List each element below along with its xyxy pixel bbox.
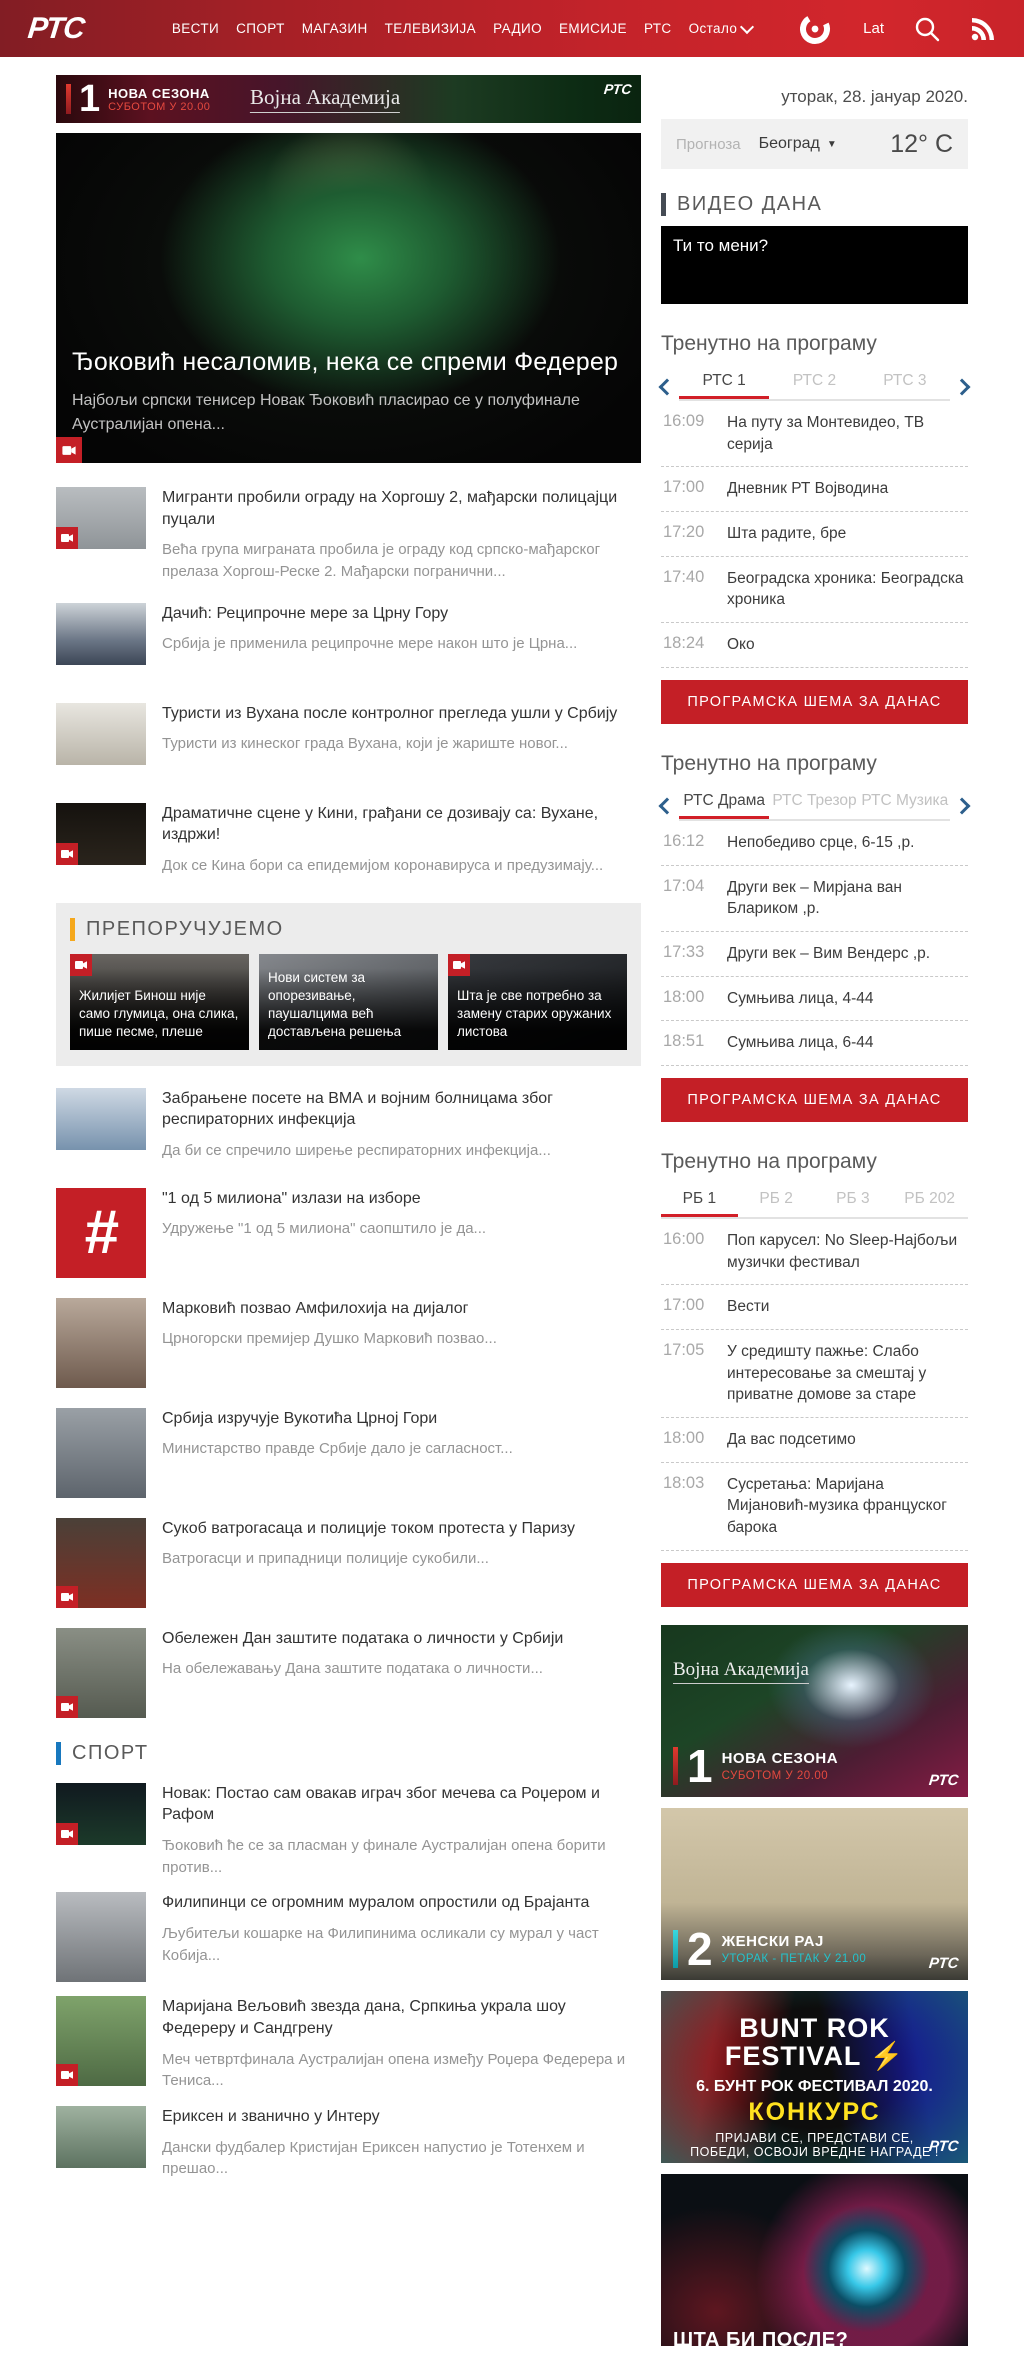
- show-time: 17:00: [663, 478, 705, 497]
- show-time: 17:40: [663, 567, 705, 586]
- article-excerpt: Док се Кина бори са епидемијом коронавируса и предузимају...: [162, 856, 604, 874]
- hero-article[interactable]: [56, 133, 641, 463]
- article-excerpt: Већа група миграната пробила је ограду код српско-мађарског прелаза Хоргош-Реске 2. Мађарски погранични...: [162, 541, 601, 580]
- channel-number: 1: [687, 1739, 713, 1792]
- show-title[interactable]: Непобедиво срце, 6-15 ,р.: [727, 833, 915, 851]
- rts-planeta-icon[interactable]: [797, 11, 833, 47]
- main-nav: [172, 21, 752, 36]
- article-excerpt: Министарство правде Србије дало је сагласност...: [162, 1440, 513, 1458]
- channel-number: 2: [687, 1922, 713, 1975]
- news-article[interactable]: [56, 1298, 641, 1388]
- rts-brand-mark: РТС: [927, 1771, 959, 1789]
- article-thumbnail[interactable]: [56, 1996, 146, 2086]
- sport-article[interactable]: [56, 1783, 641, 1879]
- schedule-row[interactable]: [661, 623, 968, 668]
- festival-subtitle: 6. БУНТ РОК ФЕСТИВАЛ 2020.: [696, 2077, 933, 2095]
- sport-article[interactable]: [56, 1996, 641, 2092]
- show-title[interactable]: Вести: [727, 1298, 770, 1316]
- main-header: [0, 0, 1024, 57]
- channel-accent-bar: [66, 84, 71, 114]
- tab-rts-drama[interactable]: РТС Драма: [679, 792, 769, 819]
- article-thumbnail[interactable]: [56, 1783, 146, 1845]
- show-time: 17:04: [663, 876, 705, 895]
- video-badge-icon: [56, 527, 78, 549]
- article-title[interactable]: Србија изручује Вукотића Црној Гори: [162, 1409, 438, 1427]
- tab-rts3[interactable]: РТС 3: [883, 372, 927, 389]
- video-badge-icon: [448, 954, 470, 976]
- news-article[interactable]: [56, 703, 641, 783]
- festival-title-line1: BUNT ROK: [739, 2012, 890, 2043]
- news-article[interactable]: [56, 603, 641, 683]
- show-time: 17:00: [663, 1296, 705, 1315]
- schedule-row[interactable]: [661, 1021, 968, 1066]
- video-badge-icon: [56, 2064, 78, 2086]
- show-time: 17:05: [663, 1341, 705, 1359]
- article-title[interactable]: Ериксен и званично у Интеру: [162, 2108, 380, 2126]
- show-time: 17:33: [663, 942, 705, 961]
- show-title[interactable]: Сумњива лица, 6-44: [727, 1034, 874, 1052]
- weather-widget: [661, 119, 968, 169]
- tab-rts-trezor[interactable]: РТС Трезор: [772, 791, 857, 809]
- schedule-row[interactable]: [661, 557, 968, 623]
- article-title[interactable]: Дачић: Реципрочне мере за Црну Гору: [162, 604, 449, 622]
- prev-arrow-icon[interactable]: [659, 378, 676, 395]
- article-title[interactable]: Туристи из Вухана после контролног прегледа ушли у Србију: [162, 704, 618, 722]
- channel-number: 1: [79, 78, 101, 120]
- rts-brand-mark: РТС: [927, 2137, 959, 2155]
- show-time: 18:24: [663, 634, 705, 653]
- program-heading: Тренутно на програму: [661, 332, 877, 355]
- promo-line2: СУБОТОМ У 20.00: [721, 1769, 829, 1782]
- article-excerpt: На обележавању Дана заштите података о личности...: [162, 1660, 543, 1678]
- news-article[interactable]: [56, 1518, 641, 1608]
- schedule-row[interactable]: [661, 467, 968, 512]
- recommended-heading: ПРЕПОРУЧУЈЕМО: [86, 917, 284, 940]
- show-time: 18:00: [663, 987, 705, 1006]
- show-title[interactable]: Сумњива лица, 4-44: [727, 989, 874, 1007]
- tab-rb2[interactable]: РБ 2: [759, 1189, 793, 1207]
- video-badge-icon: [56, 437, 82, 463]
- promo-banner-bunt-rok-festival[interactable]: [661, 1991, 968, 2163]
- section-accent-bar: [70, 918, 75, 941]
- festival-cta-line2: ПОБЕДИ, ОСВОЈИ ВРЕДНЕ НАГРАДЕ !: [690, 2144, 939, 2159]
- article-excerpt: Љубитељи кошарке на Филипинима осликали су мурал у част Кобија...: [162, 1924, 599, 1964]
- promo-show-title: Војна Академија: [673, 1659, 809, 1684]
- show-time: 18:03: [663, 1473, 705, 1492]
- nav-radio[interactable]: РАДИО: [493, 21, 542, 36]
- show-time: 18:51: [663, 1032, 705, 1051]
- article-thumbnail[interactable]: [56, 2106, 146, 2168]
- tab-rts-muzika[interactable]: РТС Музика: [861, 791, 949, 809]
- sport-article[interactable]: [56, 2106, 641, 2180]
- nav-rts[interactable]: РТС: [643, 21, 672, 36]
- video-badge-icon: [56, 1586, 78, 1608]
- program-heading: Тренутно на програму: [661, 751, 877, 775]
- promo-line1: ЖЕНСКИ РАЈ: [721, 1932, 824, 1950]
- promo-banner-zenski-raj[interactable]: [661, 1808, 968, 1980]
- schedule-row[interactable]: [661, 1219, 968, 1285]
- article-excerpt: Србија је применила реципрочне мере након што је Црна...: [162, 635, 578, 653]
- promo-line2: УТОРАК - ПЕТАК У 21.00: [721, 1952, 867, 1965]
- news-article[interactable]: [56, 803, 641, 883]
- program-schedule-button[interactable]: ПРОГРАМСКА ШЕМА ЗА ДАНАС: [661, 1078, 968, 1122]
- show-title[interactable]: Дневник РТ Војводина: [727, 480, 889, 498]
- rss-icon[interactable]: [970, 16, 996, 42]
- sport-article[interactable]: [56, 1892, 641, 1982]
- article-title[interactable]: Драматичне сцене у Кини, грађани се дозивају са: Вухане, издржи!: [162, 804, 599, 844]
- article-title[interactable]: Забрањене посете на ВМА и војним болницама због респираторних инфекција: [162, 1089, 553, 1129]
- show-title[interactable]: У средишту пажње: Слабо интересовање за смештај у приватне домове за старе: [727, 1343, 927, 1404]
- schedule-row[interactable]: [661, 1463, 968, 1551]
- channel-accent-bar: [673, 1930, 678, 1968]
- recommended-card[interactable]: [448, 954, 627, 1050]
- promo-banner-vojna-akademija[interactable]: [661, 1625, 968, 1797]
- article-excerpt: Да би се спречило ширење респираторних инфекција...: [162, 1141, 551, 1159]
- chevron-down-icon: [740, 19, 754, 33]
- news-article[interactable]: [56, 487, 641, 583]
- article-excerpt: Меч четвртфинала Аустралијан опена између Роџера Федерера и Тениса...: [162, 2050, 626, 2090]
- article-title[interactable]: Маријана Вељовић звезда дана, Српкиња украла шоу Федереру и Сандгрену: [162, 1998, 566, 2037]
- article-excerpt: Туристи из кинеског града Вухана, који је жариште новог...: [162, 735, 568, 753]
- nav-vesti[interactable]: ВЕСТИ: [171, 21, 220, 36]
- video-badge-icon: [56, 843, 78, 865]
- banner-line1: НОВА СЕЗОНА: [108, 85, 210, 101]
- program-schedule-button[interactable]: ПРОГРАМСКА ШЕМА ЗА ДАНАС: [661, 680, 968, 724]
- hero-title[interactable]: Ђоковић несаломив, нека се спреми Федерер: [72, 348, 619, 376]
- festival-cta-line1: ПРИЈАВИ СЕ, ПРЕДСТАВИ СЕ,: [715, 2130, 914, 2145]
- schedule-row[interactable]: [661, 1285, 968, 1330]
- video-badge-icon: [70, 954, 92, 976]
- hashtag-thumbnail[interactable]: #: [56, 1188, 146, 1278]
- nav-more[interactable]: Остало: [689, 21, 753, 36]
- temperature-value: 12° C: [890, 129, 953, 158]
- show-time: 16:09: [663, 412, 705, 430]
- schedule-row[interactable]: [661, 866, 968, 932]
- nav-emisije[interactable]: ЕМИСИЈЕ: [559, 21, 627, 36]
- section-accent-bar: [56, 1742, 61, 1765]
- schedule-row[interactable]: [661, 977, 968, 1022]
- show-time: 17:20: [663, 523, 705, 542]
- news-article[interactable]: [56, 1628, 641, 1718]
- hero-excerpt: Најбољи српски тенисер Новак Ђоковић пласирао се у полуфинале Аустралијан опена...: [72, 392, 580, 433]
- program-schedule-button[interactable]: ПРОГРАМСКА ШЕМА ЗА ДАНАС: [661, 1563, 968, 1607]
- video-of-day-title: Ти то мени?: [673, 236, 769, 255]
- show-time: 16:12: [663, 831, 705, 850]
- news-article[interactable]: [56, 1408, 641, 1498]
- show-title[interactable]: Око: [727, 636, 755, 654]
- tab-rb202[interactable]: РБ 202: [904, 1189, 955, 1207]
- show-time: 16:00: [663, 1229, 705, 1248]
- schedule-row[interactable]: [661, 1418, 968, 1463]
- schedule-row[interactable]: [661, 401, 968, 467]
- schedule-row[interactable]: [661, 932, 968, 977]
- article-title[interactable]: "1 од 5 милиона" излази на изборе: [162, 1189, 421, 1207]
- recommended-card[interactable]: [259, 954, 438, 1050]
- show-title[interactable]: Београдска хроника: Београдска хроника: [727, 569, 964, 609]
- article-thumbnail[interactable]: [56, 1298, 146, 1388]
- article-excerpt: Ђоковић ће се за пласман у финале Аустралијан опена борити против...: [162, 1836, 606, 1876]
- video-of-day-heading: ВИДЕО ДАНА: [677, 193, 823, 215]
- article-title[interactable]: Мигранти пробили ограду на Хоргошу 2, мађарски полицајци пуцали: [162, 489, 618, 528]
- nav-magazin[interactable]: МАГАЗИН: [301, 21, 368, 36]
- article-thumbnail[interactable]: [56, 603, 146, 665]
- next-arrow-icon[interactable]: [954, 378, 971, 395]
- article-title[interactable]: Марковић позвао Амфилохија на дијалог: [162, 1299, 469, 1317]
- schedule-row[interactable]: [661, 1330, 968, 1418]
- show-title[interactable]: На путу за Монтевидео, ТВ серија: [727, 414, 925, 453]
- prev-arrow-icon[interactable]: [659, 798, 676, 815]
- news-article[interactable]: [56, 1188, 641, 1278]
- video-badge-icon: [56, 1823, 78, 1845]
- schedule-row[interactable]: [661, 512, 968, 557]
- nav-sport[interactable]: СПОРТ: [236, 21, 285, 36]
- video-badge-icon: [56, 1696, 78, 1718]
- article-thumbnail[interactable]: [56, 1088, 146, 1150]
- video-of-day[interactable]: [661, 226, 968, 304]
- tab-rts2[interactable]: РТС 2: [792, 372, 837, 389]
- article-title[interactable]: Сукоб ватрогасаца и полиције током протеста у Паризу: [162, 1519, 575, 1537]
- city-dropdown[interactable]: Београд ▼: [758, 135, 837, 152]
- show-title[interactable]: Поп карусел: No Sleep-Најбољи музички фестивал: [727, 1231, 958, 1271]
- promo-banner-sta-bi-posle[interactable]: [661, 2174, 968, 2346]
- show-title[interactable]: Да вас подсетимо: [727, 1431, 856, 1449]
- article-title[interactable]: Обележен Дан заштите података о личности у Србији: [162, 1629, 564, 1647]
- schedule-row[interactable]: [661, 821, 968, 866]
- article-thumbnail[interactable]: [56, 703, 146, 765]
- festival-konkurs: КОНКУРС: [748, 2097, 881, 2126]
- article-thumbnail[interactable]: [56, 487, 146, 549]
- rts-brand-mark: РТС: [927, 1954, 959, 1972]
- article-thumbnail[interactable]: [56, 1628, 146, 1718]
- article-excerpt: Црногорски премијер Душко Марковић позвао...: [162, 1330, 497, 1348]
- program-heading: Тренутно на програму: [661, 1149, 877, 1173]
- article-thumbnail[interactable]: [56, 803, 146, 865]
- banner-show-title: Војна Академија: [250, 85, 400, 113]
- weather-label: Прогноза: [676, 135, 741, 153]
- card-caption: Шта је све потребно за замену старих оружаних листова: [457, 988, 612, 1040]
- article-title[interactable]: Филипинци се огромним муралом опростили од Брајанта: [162, 1894, 590, 1912]
- promo-line1: НОВА СЕЗОНА: [721, 1749, 839, 1767]
- festival-title-line2: FESTIVAL ⚡: [724, 2040, 905, 2071]
- lightning-bolt-icon: ⚡: [869, 2040, 905, 2071]
- tab-rb3[interactable]: РБ 3: [836, 1189, 870, 1207]
- recommended-section: [56, 903, 641, 1066]
- news-article[interactable]: [56, 1088, 641, 1168]
- card-caption: Нови систем за опорезивање, паушалцима већ достављена решења: [268, 969, 402, 1040]
- search-icon[interactable]: [914, 16, 940, 42]
- tab-rts1[interactable]: РТС 1: [679, 372, 769, 399]
- dropdown-arrow-icon: ▼: [826, 138, 837, 150]
- article-excerpt: Удружење "1 од 5 милиона" саопштило је да...: [162, 1220, 487, 1238]
- nav-televizija[interactable]: ТЕЛЕВИЗИЈА: [384, 21, 477, 36]
- article-title[interactable]: Новак: Постао сам овакав играч због мечева са Роџером и Рафом: [162, 1784, 600, 1824]
- show-title[interactable]: Други век – Вим Вендерс ,р.: [727, 944, 931, 962]
- show-title[interactable]: Сусретања: Маријана Мијановић-музика француског барока: [727, 1475, 947, 1537]
- article-thumbnail[interactable]: [56, 1408, 146, 1498]
- promo-banner-vojna-akademija-top[interactable]: [56, 75, 641, 123]
- article-excerpt: Ватрогасци и припадници полиције сукобили...: [162, 1550, 489, 1568]
- program-section-tv: [661, 332, 968, 724]
- latin-script-toggle[interactable]: Lat: [863, 20, 884, 37]
- recommended-card[interactable]: [70, 954, 249, 1050]
- rts-logo[interactable]: РТС: [26, 11, 86, 45]
- tab-rb1[interactable]: РБ 1: [661, 1190, 738, 1217]
- current-date: уторак, 28. јануар 2020.: [781, 87, 968, 106]
- channel-accent-bar: [673, 1747, 678, 1785]
- article-thumbnail[interactable]: [56, 1518, 146, 1608]
- card-caption: Жилијет Бинош није само глумица, она слика, пише песме, плеше: [79, 988, 239, 1040]
- show-time: 18:00: [663, 1429, 705, 1448]
- sport-heading: СПОРТ: [72, 1741, 149, 1764]
- banner-line2: СУБОТОМ У 20.00: [108, 100, 211, 113]
- show-title[interactable]: Други век – Мирјана ван Блариком ,р.: [727, 878, 902, 918]
- rts-brand-mark: РТС: [602, 81, 632, 97]
- program-section-digital: [661, 752, 968, 1122]
- promo-title-partial: ШТА БИ ПОСЛЕ?: [673, 2328, 849, 2346]
- next-arrow-icon[interactable]: [954, 798, 971, 815]
- show-title[interactable]: Шта радите, бре: [727, 525, 847, 543]
- article-thumbnail[interactable]: [56, 1892, 146, 1982]
- section-accent-bar: [661, 193, 666, 216]
- article-excerpt: Дански фудбалер Кристијан Ериксен напустио је Тотенхем и прешао...: [162, 2138, 585, 2178]
- program-section-radio: [661, 1150, 968, 1607]
